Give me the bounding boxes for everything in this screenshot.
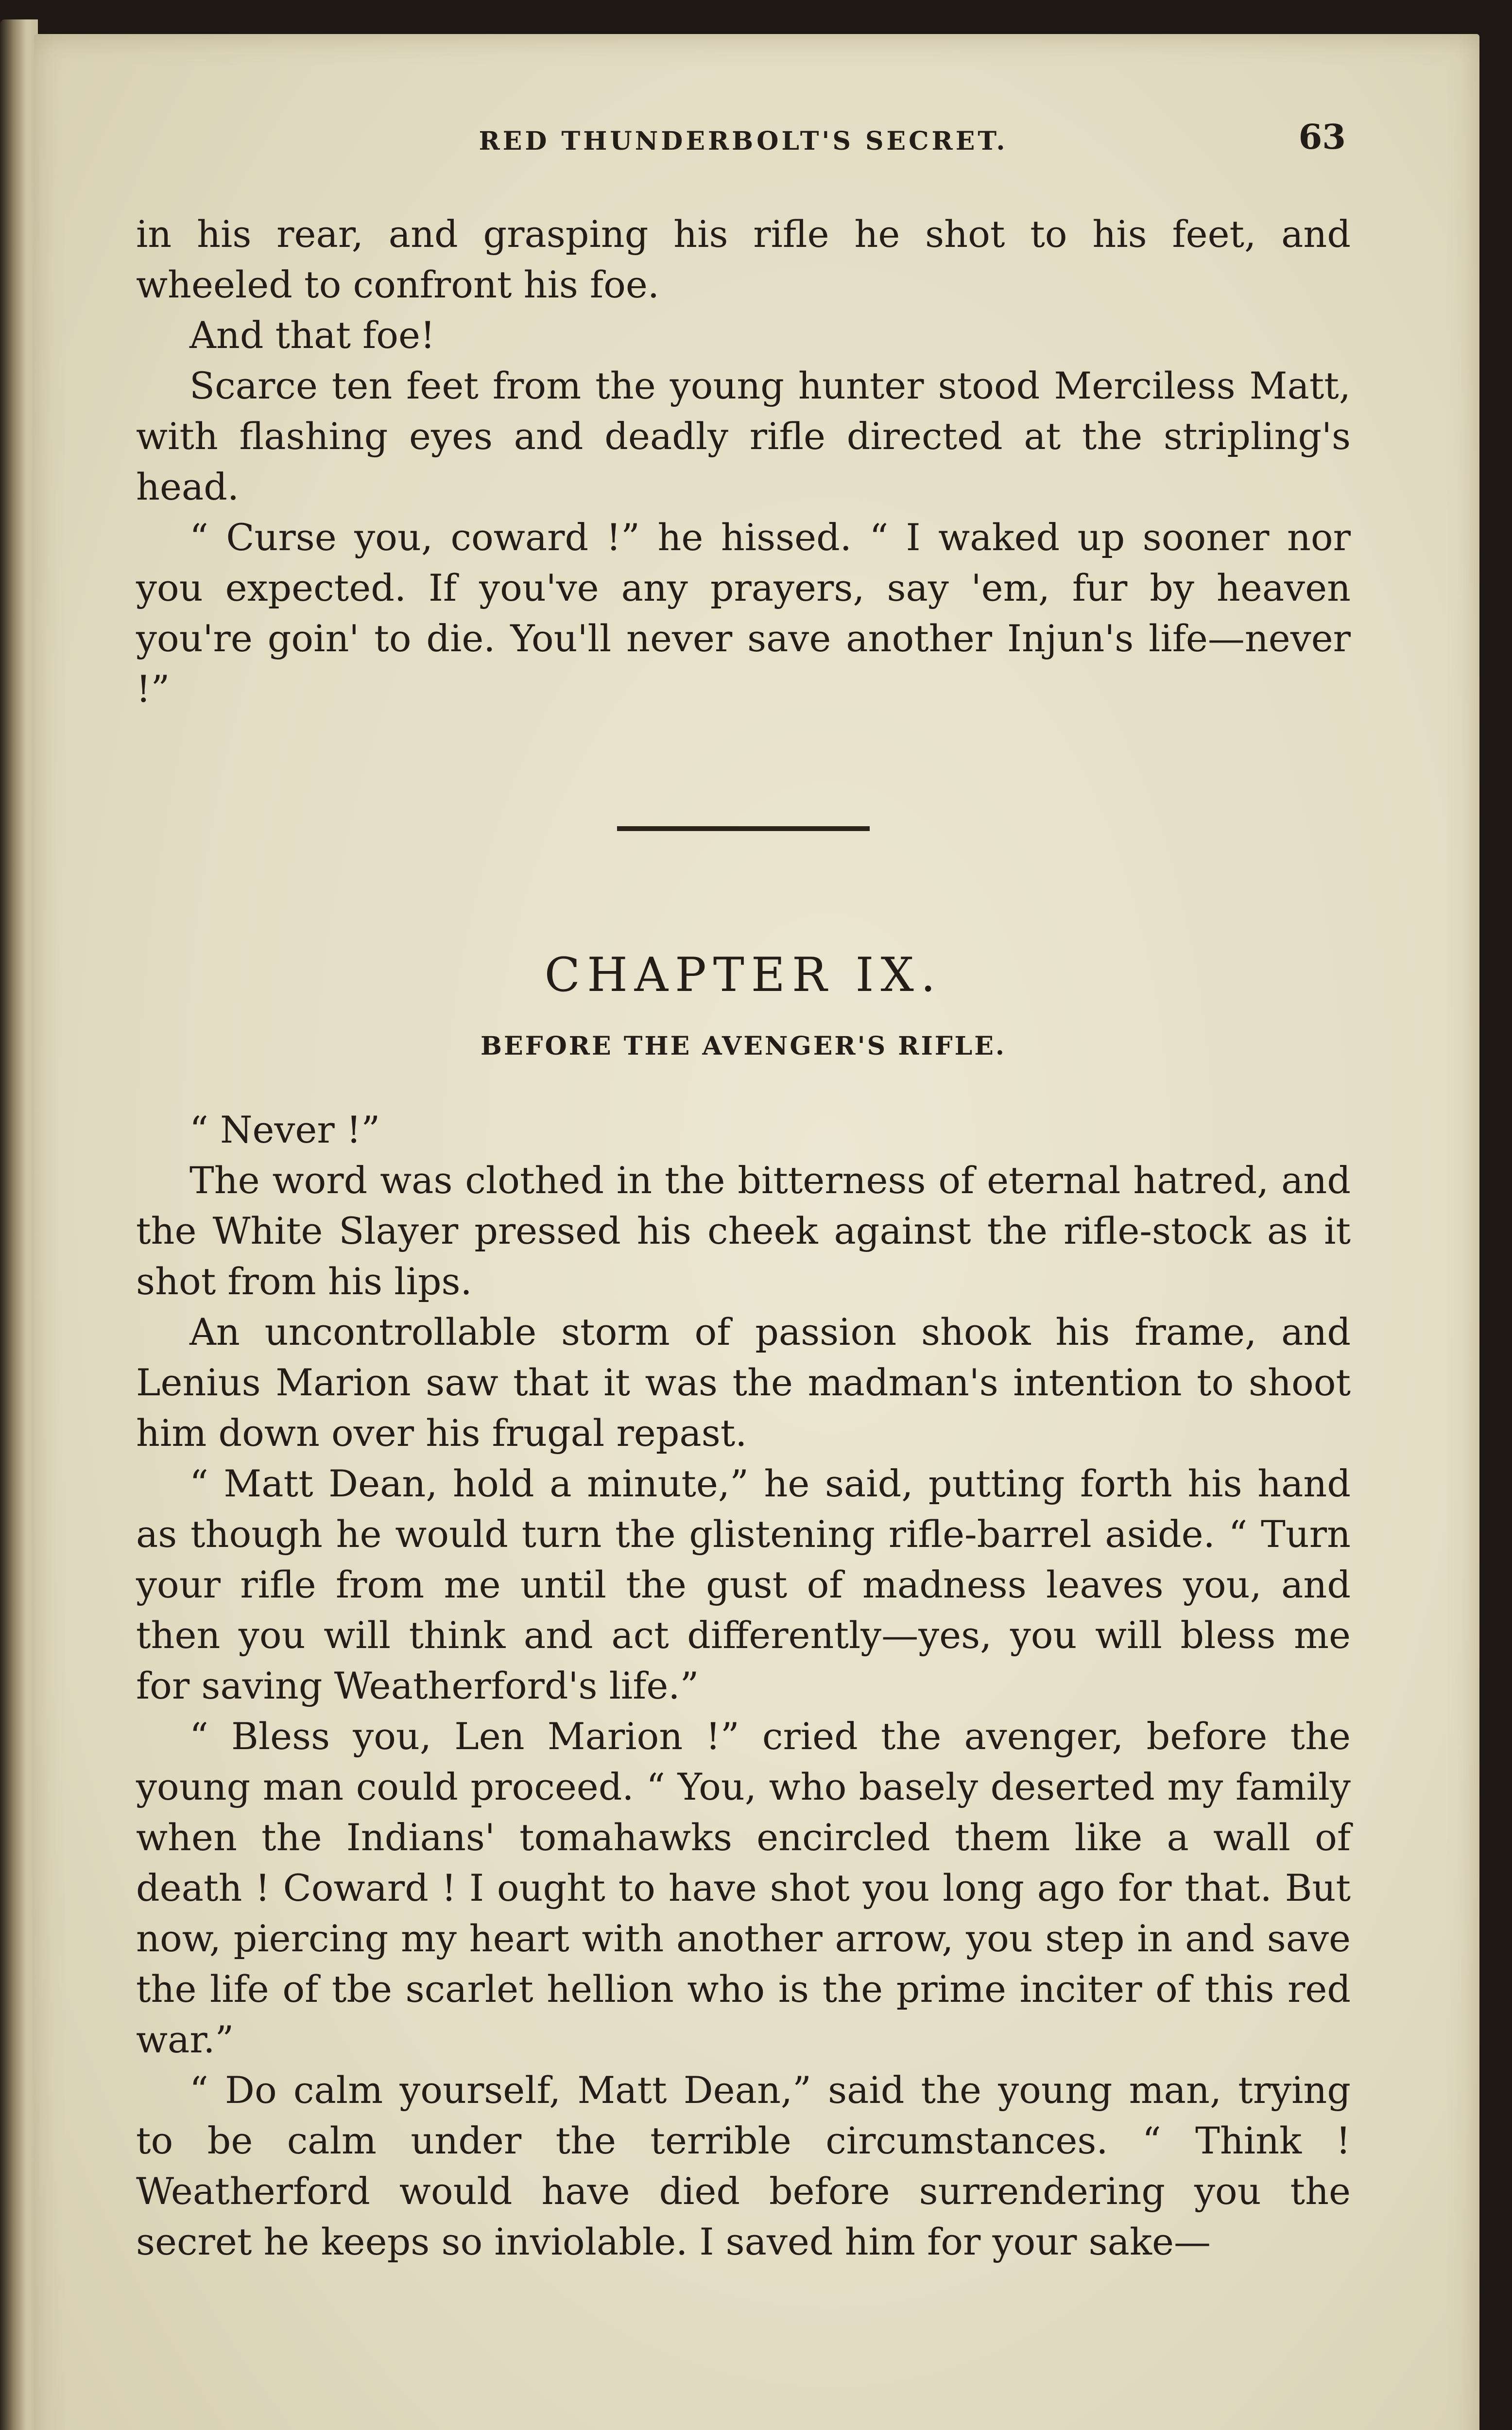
paragraph: An uncontrollable storm of passion shook his frame, and Lenius Marion saw that it was the madman's intention to shoot him down over his frugal repast. (136, 1310, 1351, 1455)
running-head (136, 112, 1351, 180)
paragraph: “ Bless you, Len Marion !” cried the avenger, before the young man could proceed. “ You, who basely deserted my family when the Indians' tomahawks encircled them like a wall of death ! Coward ! I ought to have shot you long ago for that. But now, piercing my heart with another arrow, you step in and save the life of tbe scarlet hellion who is the prime inciter of this red war.” (136, 1715, 1351, 2061)
running-title: RED THUNDERBOLT'S SECRET. (479, 126, 1008, 156)
page-content (136, 112, 1351, 2267)
paragraph: “ Curse you, coward !” he hissed. “ I waked up sooner nor you expected. If you've any prayers, say 'em, fur by heaven you're goin' to die. You'll never save another Injun's life—never !” (136, 516, 1351, 711)
paragraph: Scarce ten feet from the young hunter stood Merciless Matt, with flashing eyes and deadly rifle directed at the stripling's head. (136, 364, 1351, 508)
paragraph: “ Matt Dean, hold a minute,” he said, putting forth his hand as though he would turn the glistening rifle-barrel aside. “ Turn your rifle from me until the gust of madness leaves you, and then you will think and act differently—yes, you will bless me for saving Weatherford's life.” (136, 1462, 1351, 1707)
page-number: 63 (1298, 117, 1346, 157)
paragraph: “ Do calm yourself, Matt Dean,” said the young man, trying to be calm under the terrible circumstances. “ Think ! Weatherford would have died before surrendering you the secret he keeps so inviolable. I saved him for your sake— (136, 2068, 1351, 2263)
section-divider (617, 826, 870, 836)
chapter-title: CHAPTER IX. (544, 948, 943, 1002)
book-page (34, 34, 1479, 2430)
paragraph: in his rear, and grasping his rifle he shot to his feet, and wheeled to confront his foe. (136, 212, 1351, 306)
paragraph: “ Never !” (189, 1108, 380, 1151)
book-spine (0, 19, 38, 2430)
paragraph: And that foe! (189, 313, 435, 357)
paragraph: The word was clothed in the bitterness of eternal hatred, and the White Slayer pressed his cheek against the rifle-stock as it shot from his lips. (136, 1159, 1351, 1303)
chapter-subtitle: BEFORE THE AVENGER'S RIFLE. (481, 1031, 1006, 1061)
